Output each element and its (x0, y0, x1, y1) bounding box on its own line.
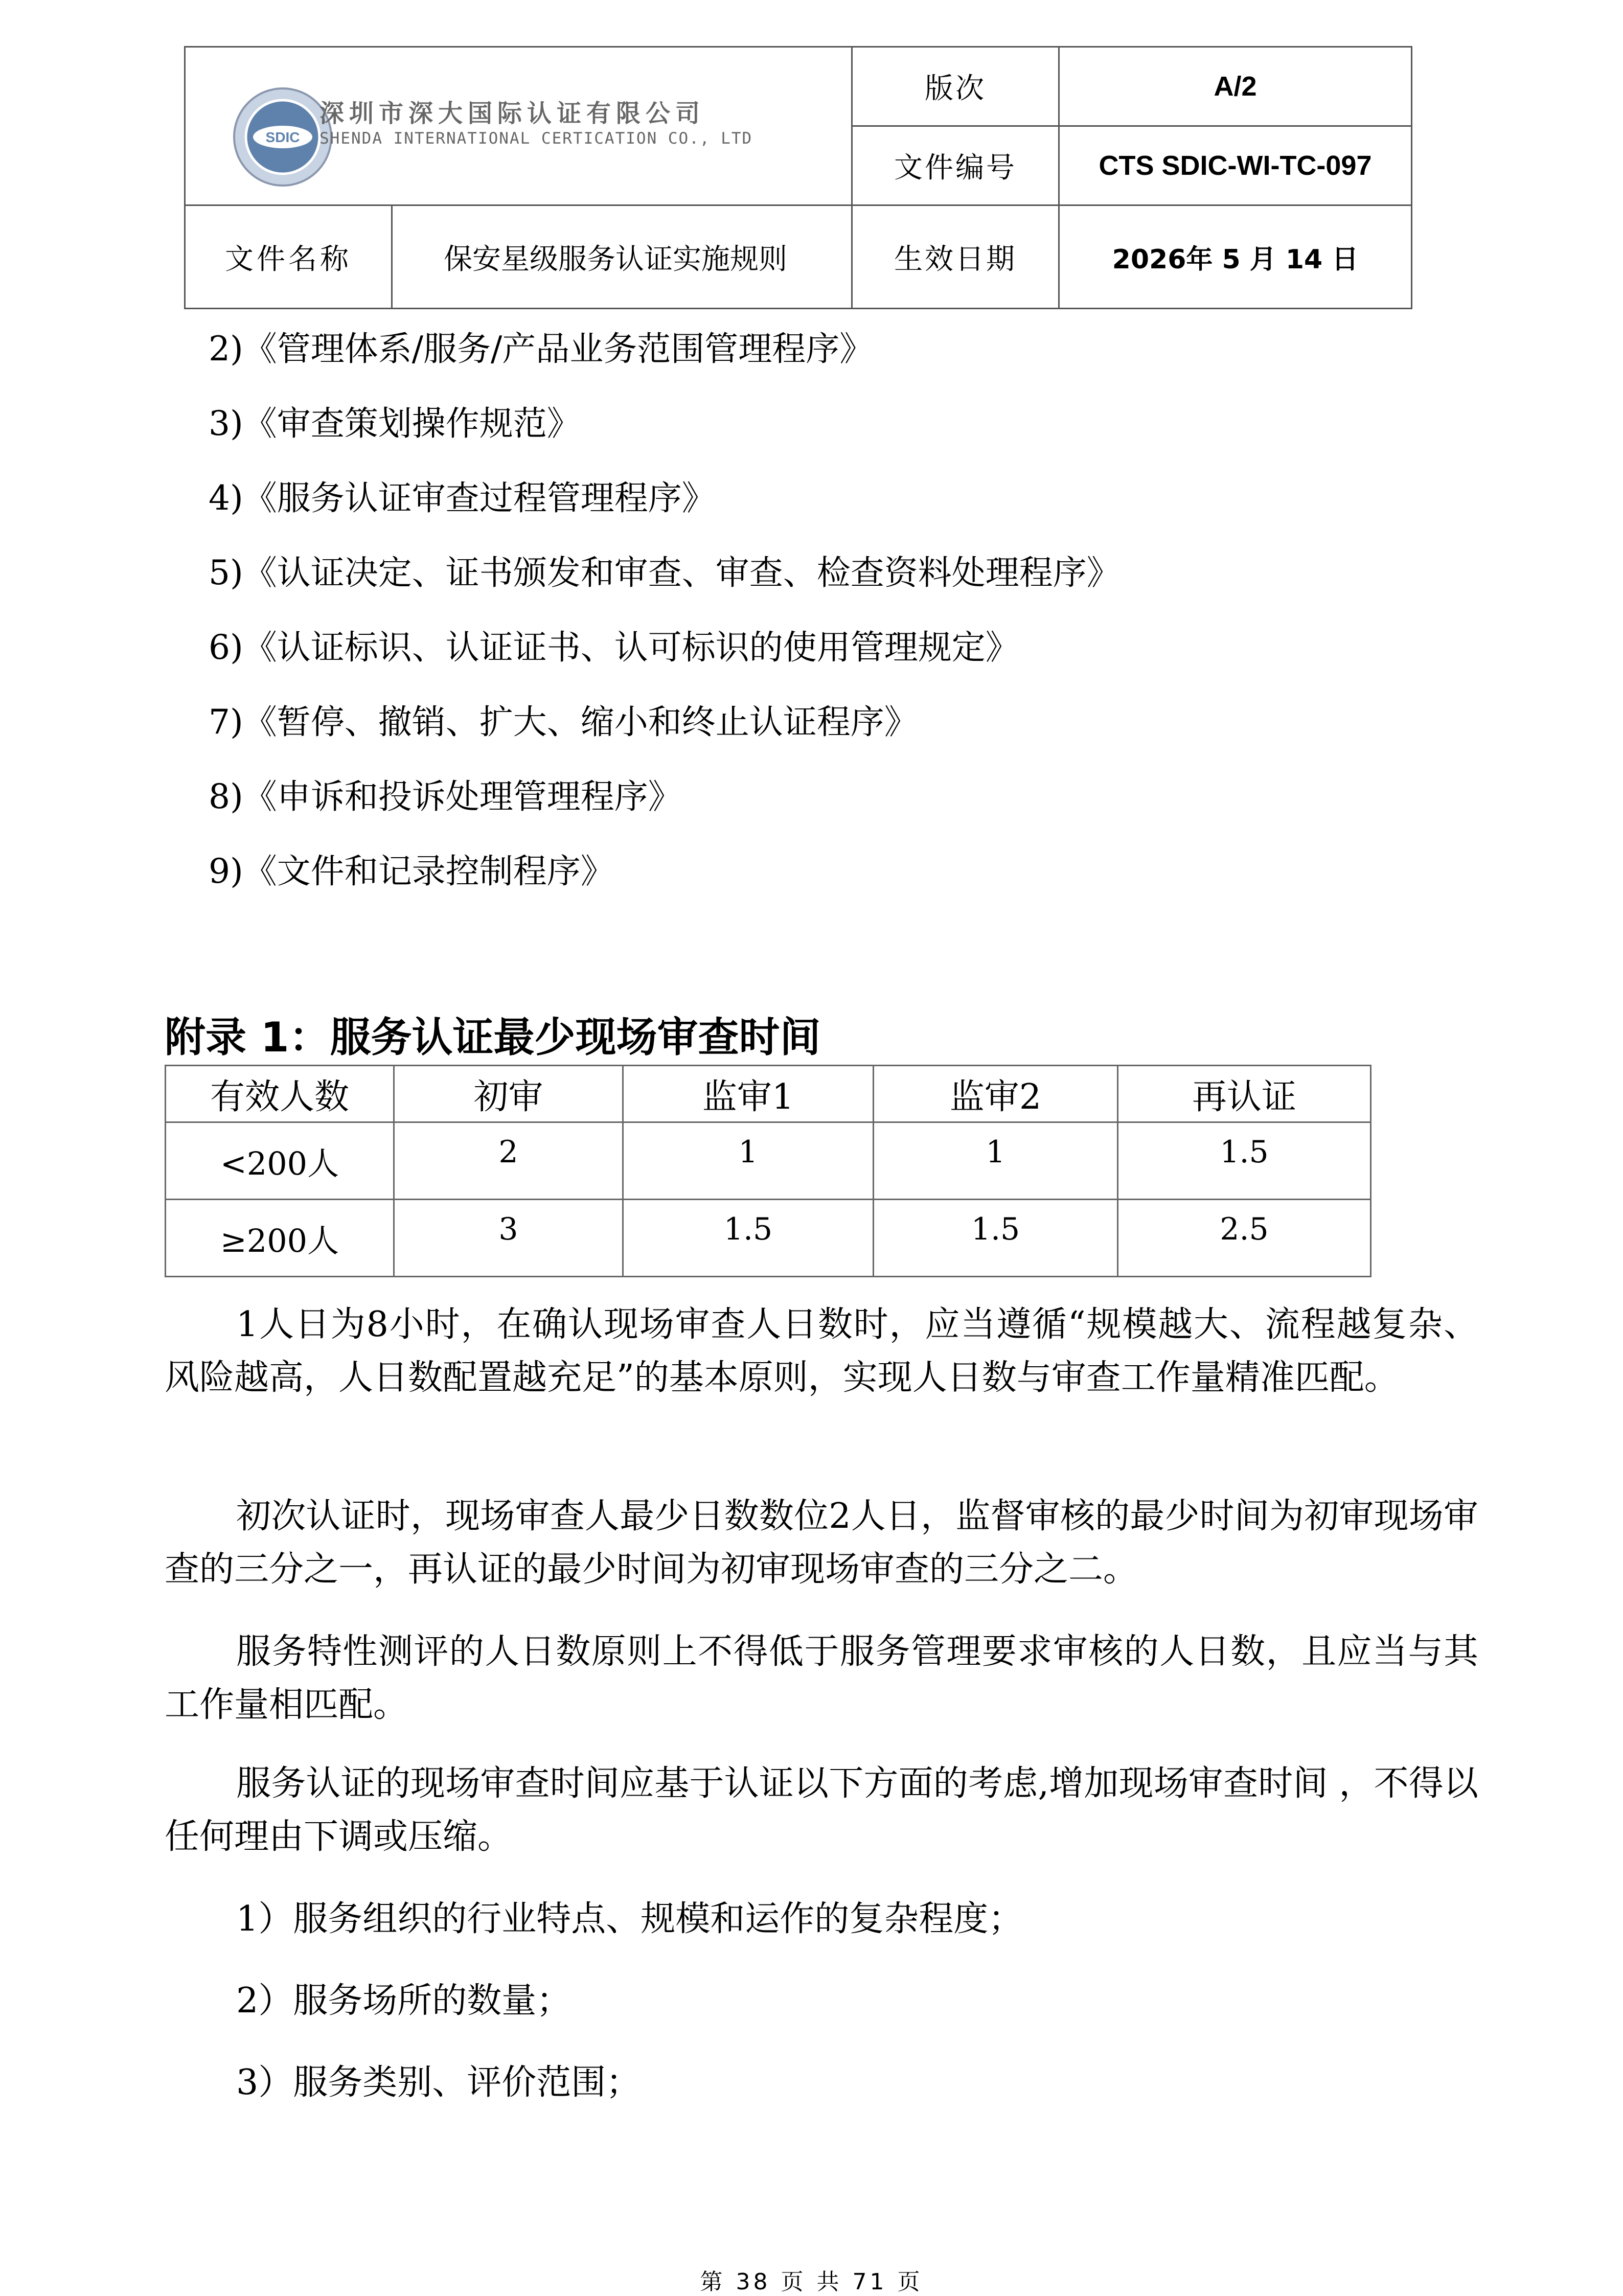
appendix-title: 附录 1：服务认证最少现场审查时间 (165, 1014, 821, 1061)
reference-item: 8)《申诉和投诉处理管理程序》 (209, 777, 682, 816)
table-cell: 1.5 (1118, 1122, 1371, 1200)
audit-time-table (165, 1065, 1371, 1277)
table-header-cell: 再认证 (1118, 1066, 1371, 1122)
body-paragraph: 1人日为8小时，在确认现场审查人日数时，应当遵循“规模越大、流程越复杂、风险越高，人日数配置越充足”的基本原则，实现人日数与审查工作量精准匹配。 (165, 1304, 1478, 1398)
table-cell: 1.5 (623, 1200, 874, 1277)
table-cell: 3 (394, 1200, 623, 1277)
table-row (166, 1122, 1371, 1200)
table-header-cell: 有效人数 (166, 1066, 394, 1122)
table-cell: 1 (623, 1122, 874, 1200)
reference-item: 4)《服务认证审查过程管理程序》 (209, 478, 716, 518)
file-name-label: 文件名称 (185, 205, 392, 309)
company-name-en: SHENDA INTERNATIONAL CERTICATION CO., LTD (319, 129, 753, 148)
reference-item: 2)《管理体系/服务/产品业务范围管理程序》 (209, 329, 874, 369)
table-cell: 1.5 (874, 1200, 1118, 1277)
page-number: 第 38 页 共 71 页 (700, 2269, 923, 2295)
reference-item: 5)《认证决定、证书颁发和审查、审查、检查资料处理程序》 (209, 553, 1121, 592)
company-logo-cell (185, 47, 852, 205)
effective-date-value: 2026年 5 月 14 日 (1059, 205, 1412, 309)
doc-number-value: CTS SDIC-WI-TC-097 (1059, 126, 1412, 205)
doc-number-label: 文件编号 (852, 126, 1059, 205)
body-paragraph: 服务认证的现场审查时间应基于认证以下方面的考虑,增加现场审查时间 ，不得以任何理由下调或压缩。 (165, 1763, 1478, 1857)
table-cell: 2.5 (1118, 1200, 1371, 1277)
body-paragraph: 初次认证时，现场审查人最少日数数位2人日，监督审核的最少时间为初审现场审查的三分之一，再认证的最少时间为初审现场审查的三分之二。 (165, 1496, 1478, 1590)
table-cell: 1 (874, 1122, 1118, 1200)
company-name-cn: 深圳市深大国际认证有限公司 (319, 99, 705, 128)
reference-item: 6)《认证标识、认证证书、认可标识的使用管理规定》 (209, 628, 1019, 667)
table-cell: 2 (394, 1122, 623, 1200)
company-logo (232, 86, 334, 188)
table-cell: ≥200人 (166, 1200, 394, 1277)
consideration-item: 3）服务类别、评价范围； (236, 2062, 641, 2103)
reference-item: 9)《文件和记录控制程序》 (209, 852, 614, 891)
table-header-cell: 监审1 (623, 1066, 874, 1122)
reference-item: 3)《审查策划操作规范》 (209, 404, 581, 443)
effective-date-label: 生效日期 (852, 205, 1059, 309)
table-cell: <200人 (166, 1122, 394, 1200)
table-header-cell: 初审 (394, 1066, 623, 1122)
body-paragraph: 服务特性测评的人日数原则上不得低于服务管理要求审核的人日数，且应当与其工作量相匹配。 (165, 1632, 1478, 1725)
reference-list (209, 312, 1121, 909)
document-header (184, 46, 1412, 309)
consideration-item: 2）服务场所的数量； (236, 1981, 572, 2021)
table-row (166, 1200, 1371, 1277)
version-label: 版次 (852, 47, 1059, 126)
consideration-item: 1）服务组织的行业特点、规模和运作的复杂程度； (236, 1899, 1023, 1939)
table-header-cell: 监审2 (874, 1066, 1118, 1122)
logo-text: SDIC (265, 129, 300, 145)
reference-item: 7)《暂停、撤销、扩大、缩小和终止认证程序》 (209, 702, 918, 742)
table-header-row (166, 1066, 1371, 1122)
file-name-value: 保安星级服务认证实施规则 (392, 205, 852, 309)
version-value: A/2 (1059, 47, 1412, 126)
